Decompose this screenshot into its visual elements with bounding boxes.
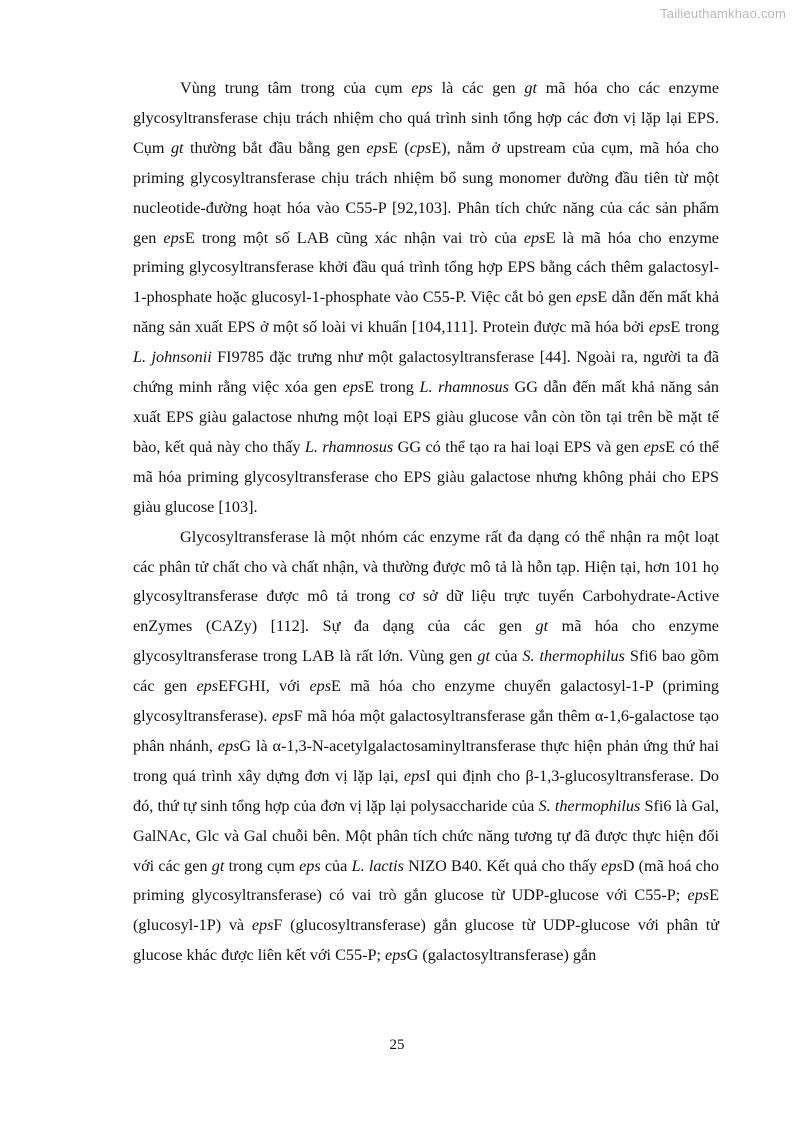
italic-term: L. rhamnosus — [419, 378, 509, 397]
italic-term: eps — [643, 437, 666, 456]
italic-term: gt — [477, 647, 490, 666]
text-run: E trong một số LAB cũng xác nhận vai trò của — [184, 228, 524, 247]
italic-term: eps — [299, 856, 321, 875]
italic-term: eps — [648, 318, 671, 337]
italic-term: eps — [217, 736, 240, 755]
text-run: GG có thể tạo ra hai loại EPS và gen — [393, 437, 644, 456]
italic-term: L. johnsonii — [133, 348, 212, 367]
text-run: thường bắt đầu bằng gen — [183, 138, 367, 157]
text-run: Glycosyltransferase là một nhóm các enzyme rất đa dạng có thể nhận ra một loạt các phân tử chất cho và chất nhận, và thường được mô tả là hỗn tạp. Hiện tại, hơn 101 họ glycosyltransferase được mô tả trong cơ sở dữ liệu trực tuyến Carbohydrate-Active enZymes (CAZy) [112]. Sự đa dạng của các gen — [133, 527, 719, 636]
italic-term: eps — [523, 228, 546, 247]
italic-term: L. lactis — [351, 856, 404, 875]
italic-term: gt — [535, 617, 549, 636]
italic-term: eps — [163, 228, 185, 247]
text-run: G là α-1,3-N-acetylgalactosaminyltransferase thực hiện phản ứng thứ hai trong quá trình xây dựng đơn vị lặp lại, — [133, 736, 719, 785]
text-run: E), nằm ở upstream của cụm, mã hóa cho priming glycosyltransferase chịu trách nhiệm bổ sung monomer đường đầu tiên từ một nucleotide-đường hoạt hóa vào C55-P [92,103]. Phân tích chức năng của các sản phẩm gen — [133, 138, 720, 247]
italic-term: gt — [170, 138, 184, 157]
text-run: Sfi6 là Gal, GalNAc, Glc và Gal chuỗi bên. Một phân tích chức năng tương tự đã được thực hiện đối với các gen — [133, 796, 719, 875]
italic-term: eps — [309, 677, 332, 696]
text-run: của — [320, 856, 352, 875]
paragraph — [133, 74, 719, 523]
italic-term: gt — [524, 79, 537, 97]
italic-term: eps — [687, 886, 710, 905]
text-run: E là mã hóa cho enzyme priming glycosyltransferase khởi đầu quá trình tổng hợp EPS bằng cách thêm galactosyl-1-phosphate hoặc glucosyl-1-phosphate vào C55-P. Việc cắt bỏ gen — [133, 228, 719, 307]
document-body — [133, 74, 719, 971]
text-run: D (mã hoá cho priming glycosyltransferase) có vai trò gắn glucose từ UDP-glucose với C55-P; — [133, 856, 720, 905]
text-run: Vùng trung tâm trong của cụm — [180, 79, 412, 97]
text-run: GG dẫn đến mất khả năng sản xuất EPS giàu galactose nhưng một loại EPS giàu glucose vẫn còn tồn tại trên bề mặt tế bào, kết quả này cho thấy — [133, 378, 719, 456]
text-run: E trong — [364, 378, 420, 397]
text-run: Sfi6 bao gồm các gen — [133, 647, 719, 696]
italic-term: S. thermophilus — [522, 647, 625, 666]
text-run: E dẫn đến mất khả năng sản xuất EPS ở một số loài vi khuẩn [104,111]. Protein được mã hóa bởi — [133, 288, 719, 337]
text-run: E ( — [388, 138, 410, 157]
italic-term: eps — [575, 288, 598, 307]
page-number: 25 — [389, 1037, 405, 1053]
text-run: FI9785 đặc trưng như một galactosyltransferase [44]. Ngoài ra, người ta đã chứng minh rằng việc xóa gen — [133, 348, 719, 397]
text-run: E (glucosyl-1P) và — [133, 886, 719, 935]
italic-term: eps — [251, 916, 274, 935]
italic-term: eps — [342, 378, 365, 397]
text-run: G (galactosyltransferase) gắn — [406, 946, 597, 965]
text-run: trong cụm — [224, 856, 300, 875]
italic-term: eps — [601, 856, 623, 875]
italic-term: gt — [211, 856, 225, 875]
text-run: NIZO B40. Kết quả cho thấy — [403, 856, 602, 875]
text-run: EFGHI, với — [218, 677, 310, 696]
italic-term: L. rhamnosus — [304, 437, 394, 456]
italic-term: eps — [272, 707, 294, 726]
text-run: E có thể mã hóa priming glycosyltransferase cho EPS giàu galactose nhưng không phải cho EPS giàu glucose [103]. — [133, 437, 719, 516]
italic-term: eps — [366, 138, 388, 157]
text-run: mã hóa cho các enzyme glycosyltransferase chịu trách nhiệm cho quá trình sinh tổng hợp các đơn vị lặp lại EPS. Cụm — [133, 79, 720, 157]
text-run: I qui định cho β-1,3-glucosyltransferase. Do đó, thứ tự sinh tổng hợp của đơn vị lặp lại polysaccharide của — [133, 766, 720, 815]
text-run: của — [489, 647, 523, 666]
paragraph — [133, 523, 719, 972]
text-run: E trong — [670, 318, 719, 337]
italic-term: eps — [385, 946, 407, 965]
italic-term: cps — [409, 138, 432, 157]
text-run: F mã hóa một galactosyltransferase gắn thêm α-1,6-galactose tạo phân nhánh, — [133, 707, 719, 755]
text-run: mã hóa cho enzyme glycosyltransferase trong LAB là rất lớn. Vùng gen — [133, 617, 719, 666]
italic-term: S. thermophilus — [538, 796, 641, 815]
text-run: là các gen — [432, 79, 525, 97]
text-run: E mã hóa cho enzyme chuyển galactosyl-1-P (priming glycosyltransferase). — [133, 677, 719, 726]
italic-term: eps — [403, 766, 426, 785]
text-run: F (glucosyltransferase) gắn glucose từ UDP-glucose với phân tử glucose khác được liên kết với C55-P; — [133, 916, 719, 965]
italic-term: eps — [196, 677, 219, 696]
watermark: Tailieuthamkhao.com — [660, 6, 786, 21]
italic-term: eps — [411, 79, 433, 97]
